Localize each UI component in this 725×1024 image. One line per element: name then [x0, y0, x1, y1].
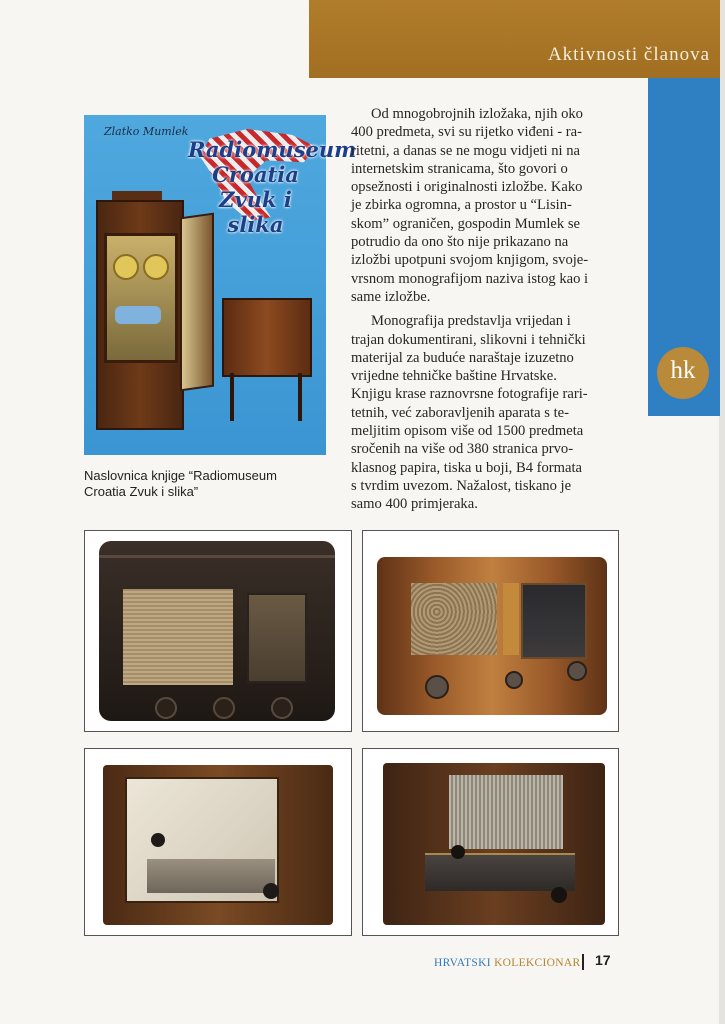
book-title-line: Radiomuseum: [188, 137, 357, 162]
page-number: 17: [595, 952, 611, 968]
brass-disc: [143, 254, 169, 280]
station-scale: [147, 859, 275, 893]
radio-knob: [451, 845, 465, 859]
cabinet-drum: [115, 306, 161, 324]
tuning-dial: [247, 593, 307, 683]
radio-photo-1: [84, 530, 352, 732]
cabinet-leg: [230, 373, 234, 421]
station-scale: [425, 853, 575, 891]
text-line: sročenih na više od 380 stranica prvo-: [351, 441, 574, 458]
caption-line: Naslovnica knjige “Radiomuseum: [84, 468, 277, 483]
section-title: Aktivnosti članova: [547, 44, 710, 65]
text-line: tetnih, već zaboravljenih aparata s te-: [351, 404, 569, 421]
text-line: s tvrdim uvezom. Nažalost, tiskano je: [351, 477, 572, 494]
text-line: vrijedne tehničke baštine Hrvatske.: [351, 368, 557, 385]
text-line: same izložbe.: [351, 288, 431, 305]
article-paragraph-1: [351, 105, 616, 306]
speaker-grille: [449, 775, 563, 849]
text-line: samo 400 primjeraka.: [351, 496, 478, 513]
short-radio-cabinet: [222, 298, 312, 377]
radio-photo-2: [362, 530, 619, 732]
section-header-band: [309, 0, 720, 78]
radio-knob: [567, 661, 587, 681]
book-title-line: Croatia: [212, 162, 299, 187]
text-line: internetskim stranicama, što govori o: [351, 160, 568, 177]
text-line: opsežnosti i originalnosti izložbe. Kako: [351, 179, 583, 196]
radio-knob: [271, 697, 293, 719]
radio-photo-3: [84, 748, 352, 936]
radio-knob: [505, 671, 523, 689]
text-line: trajan dokumentirani, slikovni i tehnički: [351, 331, 586, 348]
text-line: 400 predmeta, svi su rijetko viđeni - ra-: [351, 124, 583, 141]
tuning-dial: [521, 583, 587, 659]
book-cover-image: [84, 115, 357, 455]
article-paragraph-2: [351, 312, 616, 513]
book-title-line: Zvuk i slika: [219, 187, 292, 237]
text-line: skom” ograničen, gospodin Mumlek se: [351, 215, 581, 232]
magazine-name-part1: HRVATSKI: [434, 957, 491, 969]
text-line: Monografija predstavlja vrijedan i: [371, 313, 571, 330]
book-author: Zlatko Mumlek: [104, 125, 189, 138]
magazine-name: [434, 957, 580, 969]
radio-knob: [155, 697, 177, 719]
speaker-grille: [411, 583, 497, 655]
cabinet-leg: [298, 373, 302, 421]
text-line: Od mnogobrojnih izložaka, njih oko: [371, 106, 583, 122]
text-line: vrsnom monografijom naziva istog kao i: [351, 270, 589, 287]
text-line: je zbirka ogromna, a prostor u “Lisin-: [351, 197, 572, 214]
footer-separator: [582, 954, 584, 970]
image-caption: [84, 468, 324, 500]
text-line: meljitim opisom više od 1500 predmeta: [351, 423, 584, 440]
article-body: [351, 105, 616, 514]
radio-trim: [99, 555, 335, 558]
text-line: izložbi upotpuni svojom knjigom, svoje-: [351, 252, 589, 269]
text-line: klasnog papira, tiska u boji, B4 formata: [351, 459, 583, 476]
wood-divider: [503, 583, 519, 655]
text-line: ritetni, a danas se ne mogu vidjeti ni na: [351, 142, 580, 159]
text-line: potrudio da ono što nije prikazano na: [351, 234, 569, 251]
caption-line: Croatia Zvuk i slika”: [84, 484, 199, 499]
brass-disc: [113, 254, 139, 280]
radio-knob: [551, 887, 567, 903]
radio-knob: [425, 675, 449, 699]
cabinet-window: [104, 233, 178, 363]
speaker-grille: [123, 589, 233, 685]
radio-knob: [263, 883, 279, 899]
text-line: Knjigu krase raznovrsne fotografije rari-: [351, 386, 588, 403]
radio-photo-4: [362, 748, 619, 936]
cabinet-glass-door: [180, 213, 214, 392]
text-line: materijal za buduće naraštaje izuzetno: [351, 349, 574, 366]
radio-knob: [151, 833, 165, 847]
hk-logo-badge: hk: [657, 347, 709, 399]
radio-knob: [213, 697, 235, 719]
magazine-name-part2: KOLEKCIONAR: [494, 957, 581, 969]
